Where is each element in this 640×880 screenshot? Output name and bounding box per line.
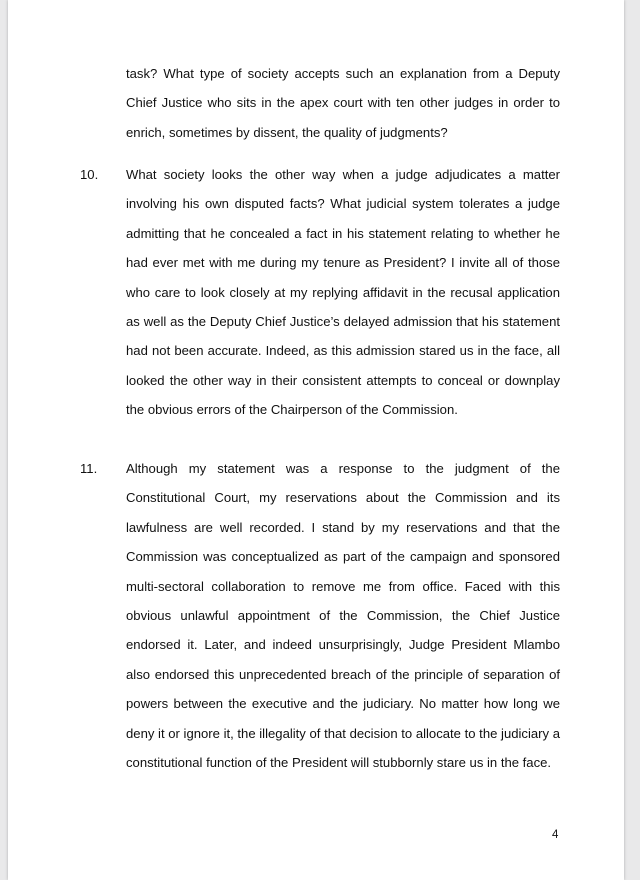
- paragraph-10-text: What society looks the other way when a judge adjudicates a matter involving his own disputed facts? What judicial system tolerates a judge admitting that he concealed a fact in his statement relating to whether he had ever met with me during my tenure as President? I invite all of those who care to look closely at my replying affidavit in the recusal application as well as the Deputy Chief Justice’s delayed admission that his statement had not been accurate. Indeed, as this admission stared us in the face, all looked the other way in their consistent attempts to conceal or downplay the obvious errors of the Chairperson of the Commission.: [126, 167, 560, 418]
- paragraph-11-text: Although my statement was a response to the judgment of the Constitutional Court, my reservations about the Commission and its lawfulness are well recorded. I stand by my reservations and that the Commission was conceptualized as part of the campaign and sponsored multi-sectoral collaboration to remove me from office. Faced with this obvious unlawful appointment of the Commission, the Chief Justice endorsed it. Later, and indeed unsurprisingly, Judge President Mlambo also endorsed this unprecedented breach of the principle of separation of powers between the executive and the judiciary. No matter how long we deny it or ignore it, the illegality of that decision to allocate to the judiciary a constitutional function of the President will stubbornly stare us in the face.: [126, 461, 560, 771]
- page-number: 4: [552, 829, 559, 841]
- paragraph-number-10: 10.: [80, 167, 99, 182]
- paragraph-number-11: 11.: [80, 461, 98, 476]
- paragraph-continuation-text: task? What type of society accepts such an explanation from a Deputy Chief Justice who sits in the apex court with ten other judges in order to enrich, sometimes by dissent, the quality of judgments?: [126, 66, 560, 140]
- document-page: [8, 0, 624, 880]
